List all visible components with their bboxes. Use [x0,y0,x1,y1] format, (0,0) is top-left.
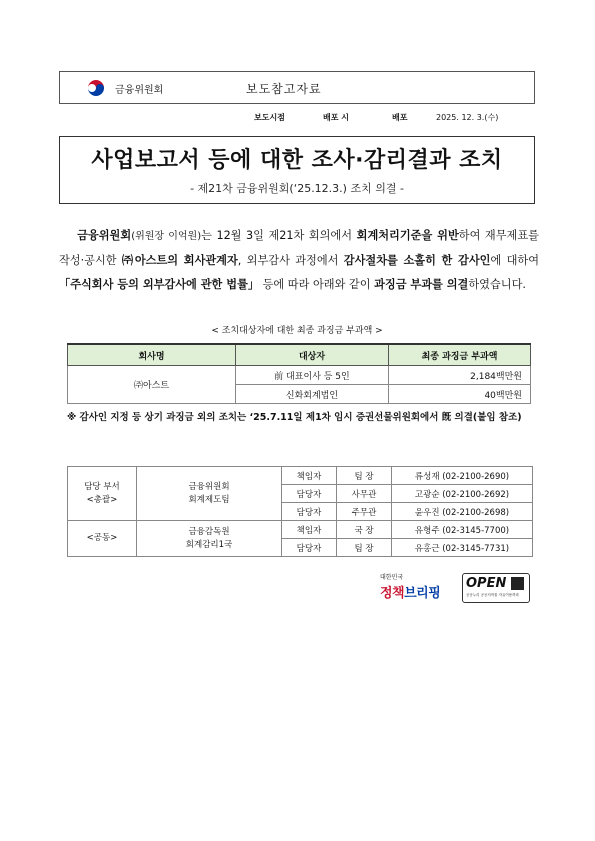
table-row [68,521,533,539]
penalty-table [67,343,531,404]
title-cell: 사무관 [337,485,392,503]
org2-cell: 금융감독원 회계감리1국 [137,521,282,557]
open-sub: 공공누리 공공저작물 자유이용허락 [466,593,519,597]
open-label: OPEN [466,576,507,591]
role-cell: 책임자 [282,521,337,539]
company-cell: ㈜아스트 [68,366,236,404]
footnote: ※ 감사인 지정 등 상기 과징금 외의 조치는 ‘25.7.11일 제1차 임시 증권선물위원회에서 旣 의결(붙임 참조) [67,412,522,423]
role-cell: 담당자 [282,539,337,557]
page-subtitle: - 제21차 금융위원회(‘25.12.3.) 조치 의결 - [190,182,404,195]
page-title: 사업보고서 등에 대한 조사·감리결과 조치 [91,148,503,173]
table-row [68,366,531,385]
dist-date: 2025. 12. 3.(수) [436,113,499,122]
dist-label: 배포 [392,113,408,122]
table-row [68,467,533,485]
doc-type: 보도참고자료 [246,82,322,96]
org-name: 금융위원회 [115,85,164,96]
body-paragraph: 금융위원회(위원장 이억원)는 12월 3일 제21차 회의에서 회계처리기준을 위반하여 재무제표를 작성·공시한 ㈜아스트의 회사관계자, 외부감사 과정에서 감사절차를 소홀히 한 감사인에 대하여 「주식회사 등의 외부감사에 관한 법률」 등에 따라 아래와 같이 과징금 부과를 의결하였습니다. [59,229,540,291]
amount-cell: 2,184백만원 [389,366,531,385]
amount-cell: 40백만원 [389,385,531,404]
title-cell: 팀 장 [337,539,392,557]
title-cell: 팀 장 [337,467,392,485]
briefing-logo-text: 정책브리핑 [380,586,441,601]
contact-cell: 고광순 (02-2100-2692) [392,485,533,503]
role-cell: 책임자 [282,467,337,485]
open-license-badge [462,573,530,603]
release-label: 보도시점 [254,113,285,122]
target-cell: 前 대표이사 등 5인 [236,366,389,385]
contact-table [67,466,533,557]
dept-label-cell: 담당 부서 <총괄> [68,467,137,521]
title-cell: 국 장 [337,521,392,539]
header-target: 대상자 [236,344,389,366]
contact-cell: 유홍근 (02-3145-7731) [392,539,533,557]
contact-cell: 류성재 (02-2100-2690) [392,467,533,485]
joint-label-cell: <공동> [68,521,137,557]
bottom-logos [380,570,530,606]
role-cell: 담당자 [282,485,337,503]
briefing-small-text: 대한민국 [380,574,404,581]
org1-cell: 금융위원회 회계제도팀 [137,467,282,521]
government-logo-icon [85,77,107,99]
title-cell: 주무관 [337,503,392,521]
header-company: 회사명 [68,344,236,366]
table-caption: < 조치대상자에 대한 최종 과징금 부과액 > [211,326,383,336]
target-cell: 신화회계법인 [236,385,389,404]
contact-cell: 윤우진 (02-2100-2698) [392,503,533,521]
release-value: 배포 시 [323,113,349,122]
contact-cell: 유형주 (02-3145-7700) [392,521,533,539]
role-cell: 담당자 [282,503,337,521]
license-person-icon [511,577,524,590]
header-amount: 최종 과징금 부과액 [389,344,531,366]
